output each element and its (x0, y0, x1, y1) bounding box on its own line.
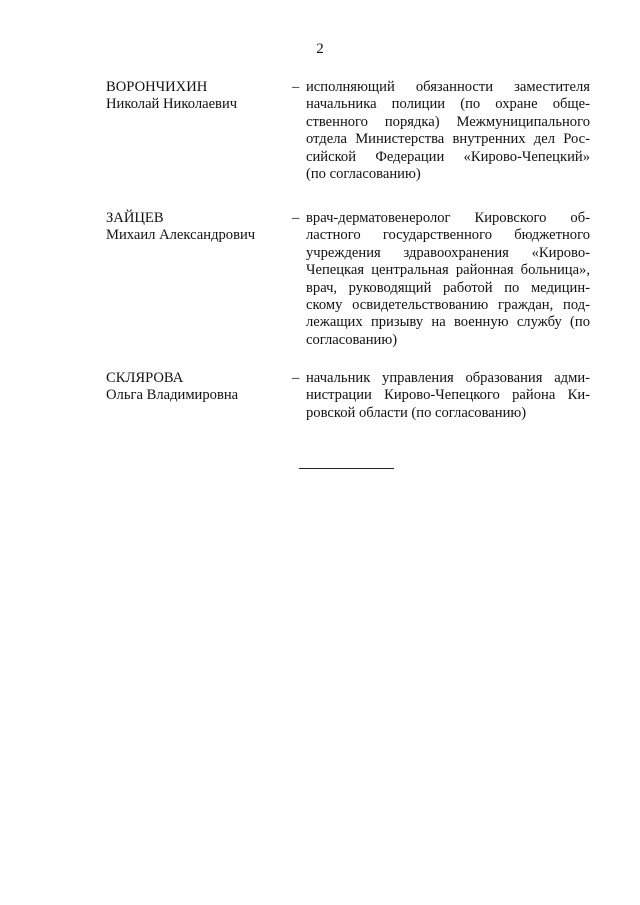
member-position (306, 79, 590, 183)
position-line: лежащих призыву на военную службу (по (306, 314, 590, 331)
position-line: (по согласованию) (306, 166, 421, 183)
member-surname: ЗАЙЦЕВ (106, 210, 164, 226)
member-surname: ВОРОНЧИХИН (106, 79, 208, 95)
position-line: врач-дерматовенеролог Кировского об- (306, 210, 590, 226)
member-given-names: Николай Николаевич (106, 96, 238, 113)
closing-rule (299, 468, 394, 469)
position-line: врач, руководящий работой по медицин- (306, 279, 590, 296)
position-line: ластного государственного бюджетного (306, 227, 590, 244)
member-given-names: Михаил Александрович (106, 227, 256, 244)
page-number: 2 (316, 41, 324, 57)
position-line: начальник управления образования адми- (306, 370, 590, 386)
position-line: учреждения здравоохранения «Кирово- (306, 244, 590, 261)
member-given-names: Ольга Владимировна (106, 387, 239, 404)
position-line: нистрации Кирово-Чепецкого района Ки- (306, 387, 590, 404)
position-line: начальника полиции (по охране обще- (306, 96, 590, 113)
dash-separator: – (292, 79, 300, 95)
dash-separator: – (292, 370, 300, 386)
dash-separator: – (292, 210, 300, 226)
position-line: ственного порядка) Межмуниципального (306, 113, 590, 130)
member-name (106, 210, 286, 245)
member-name (106, 370, 286, 405)
position-line: Чепецкая центральная районная больница», (306, 262, 590, 279)
member-name (106, 79, 286, 114)
position-line: сийской Федерации «Кирово-Чепецкий» (306, 148, 590, 165)
position-line: ровской области (по согласованию) (306, 404, 527, 421)
member-surname: СКЛЯРОВА (106, 370, 184, 386)
position-line: согласованию) (306, 331, 398, 348)
position-line: отдела Министерства внутренних дел Рос- (306, 131, 590, 148)
position-line: скому освидетельствованию граждан, под- (306, 297, 590, 314)
position-line: исполняющий обязанности заместителя (306, 79, 590, 95)
member-position (306, 210, 590, 349)
member-position (306, 370, 590, 422)
